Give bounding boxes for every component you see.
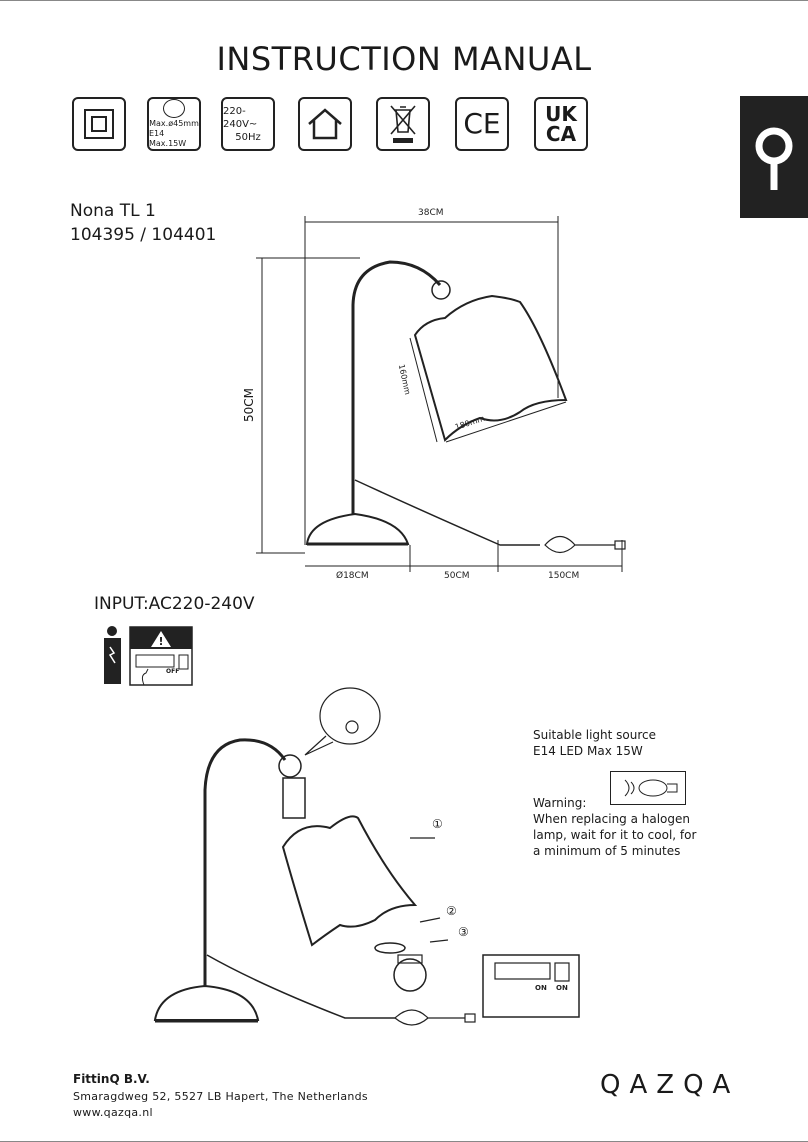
cord-switch-label: 50CM — [444, 571, 470, 581]
switch-on-2: ON — [556, 984, 568, 992]
step-2: ② — [446, 904, 457, 918]
warning-line1: When replacing a halogen — [533, 812, 691, 826]
installation-drawing — [0, 680, 808, 1040]
ukca-line1: UK — [545, 102, 577, 126]
voltage-line2: 50Hz — [235, 131, 261, 143]
product-codes: 104395 / 104401 — [70, 225, 217, 245]
shade-width-label: 180mm — [453, 413, 486, 432]
light-source-line1: Suitable light source — [533, 728, 657, 742]
light-source-line2: E14 LED Max 15W — [533, 744, 643, 758]
cord-plug-label: 150CM — [548, 571, 580, 581]
warning-block — [533, 795, 696, 859]
off-label: OFF — [166, 668, 180, 675]
company-website: www.qazqa.nl — [73, 1106, 153, 1119]
ukca-line2: CA — [545, 122, 577, 146]
bulb-spec-line2: E14 Max.15W — [149, 129, 187, 148]
brand-logo: QAZQA — [600, 1070, 740, 1100]
warning-line2: lamp, wait for it to cool, for — [533, 828, 697, 842]
width-label: 38CM — [418, 208, 444, 218]
shade-height-label: 160mm — [396, 363, 413, 396]
company-address: Smaragdweg 52, 5527 LB Hapert, The Netherlands — [73, 1090, 368, 1103]
base-label: Ø18CM — [336, 571, 369, 581]
svg-text:!: ! — [158, 635, 164, 648]
step-1: ① — [432, 817, 443, 831]
height-label: 50CM — [242, 387, 257, 423]
page-title: INSTRUCTION MANUAL — [216, 40, 592, 78]
bulb-spec-line1: Max.ø45mm — [149, 119, 199, 128]
input-voltage: INPUT:AC220-240V — [94, 594, 255, 614]
warning-label: Warning: — [533, 796, 587, 810]
safety-panel — [100, 625, 193, 687]
product-name: Nona TL 1 — [70, 201, 156, 221]
company-name: FittinQ B.V. — [73, 1072, 150, 1086]
light-source — [533, 727, 656, 759]
step-3: ③ — [458, 925, 469, 939]
voltage-line1: 220-240V~ — [223, 105, 258, 130]
warning-line3: a minimum of 5 minutes — [533, 844, 681, 858]
switch-on-1: ON — [535, 984, 547, 992]
ce-mark-text: CE — [463, 107, 501, 140]
